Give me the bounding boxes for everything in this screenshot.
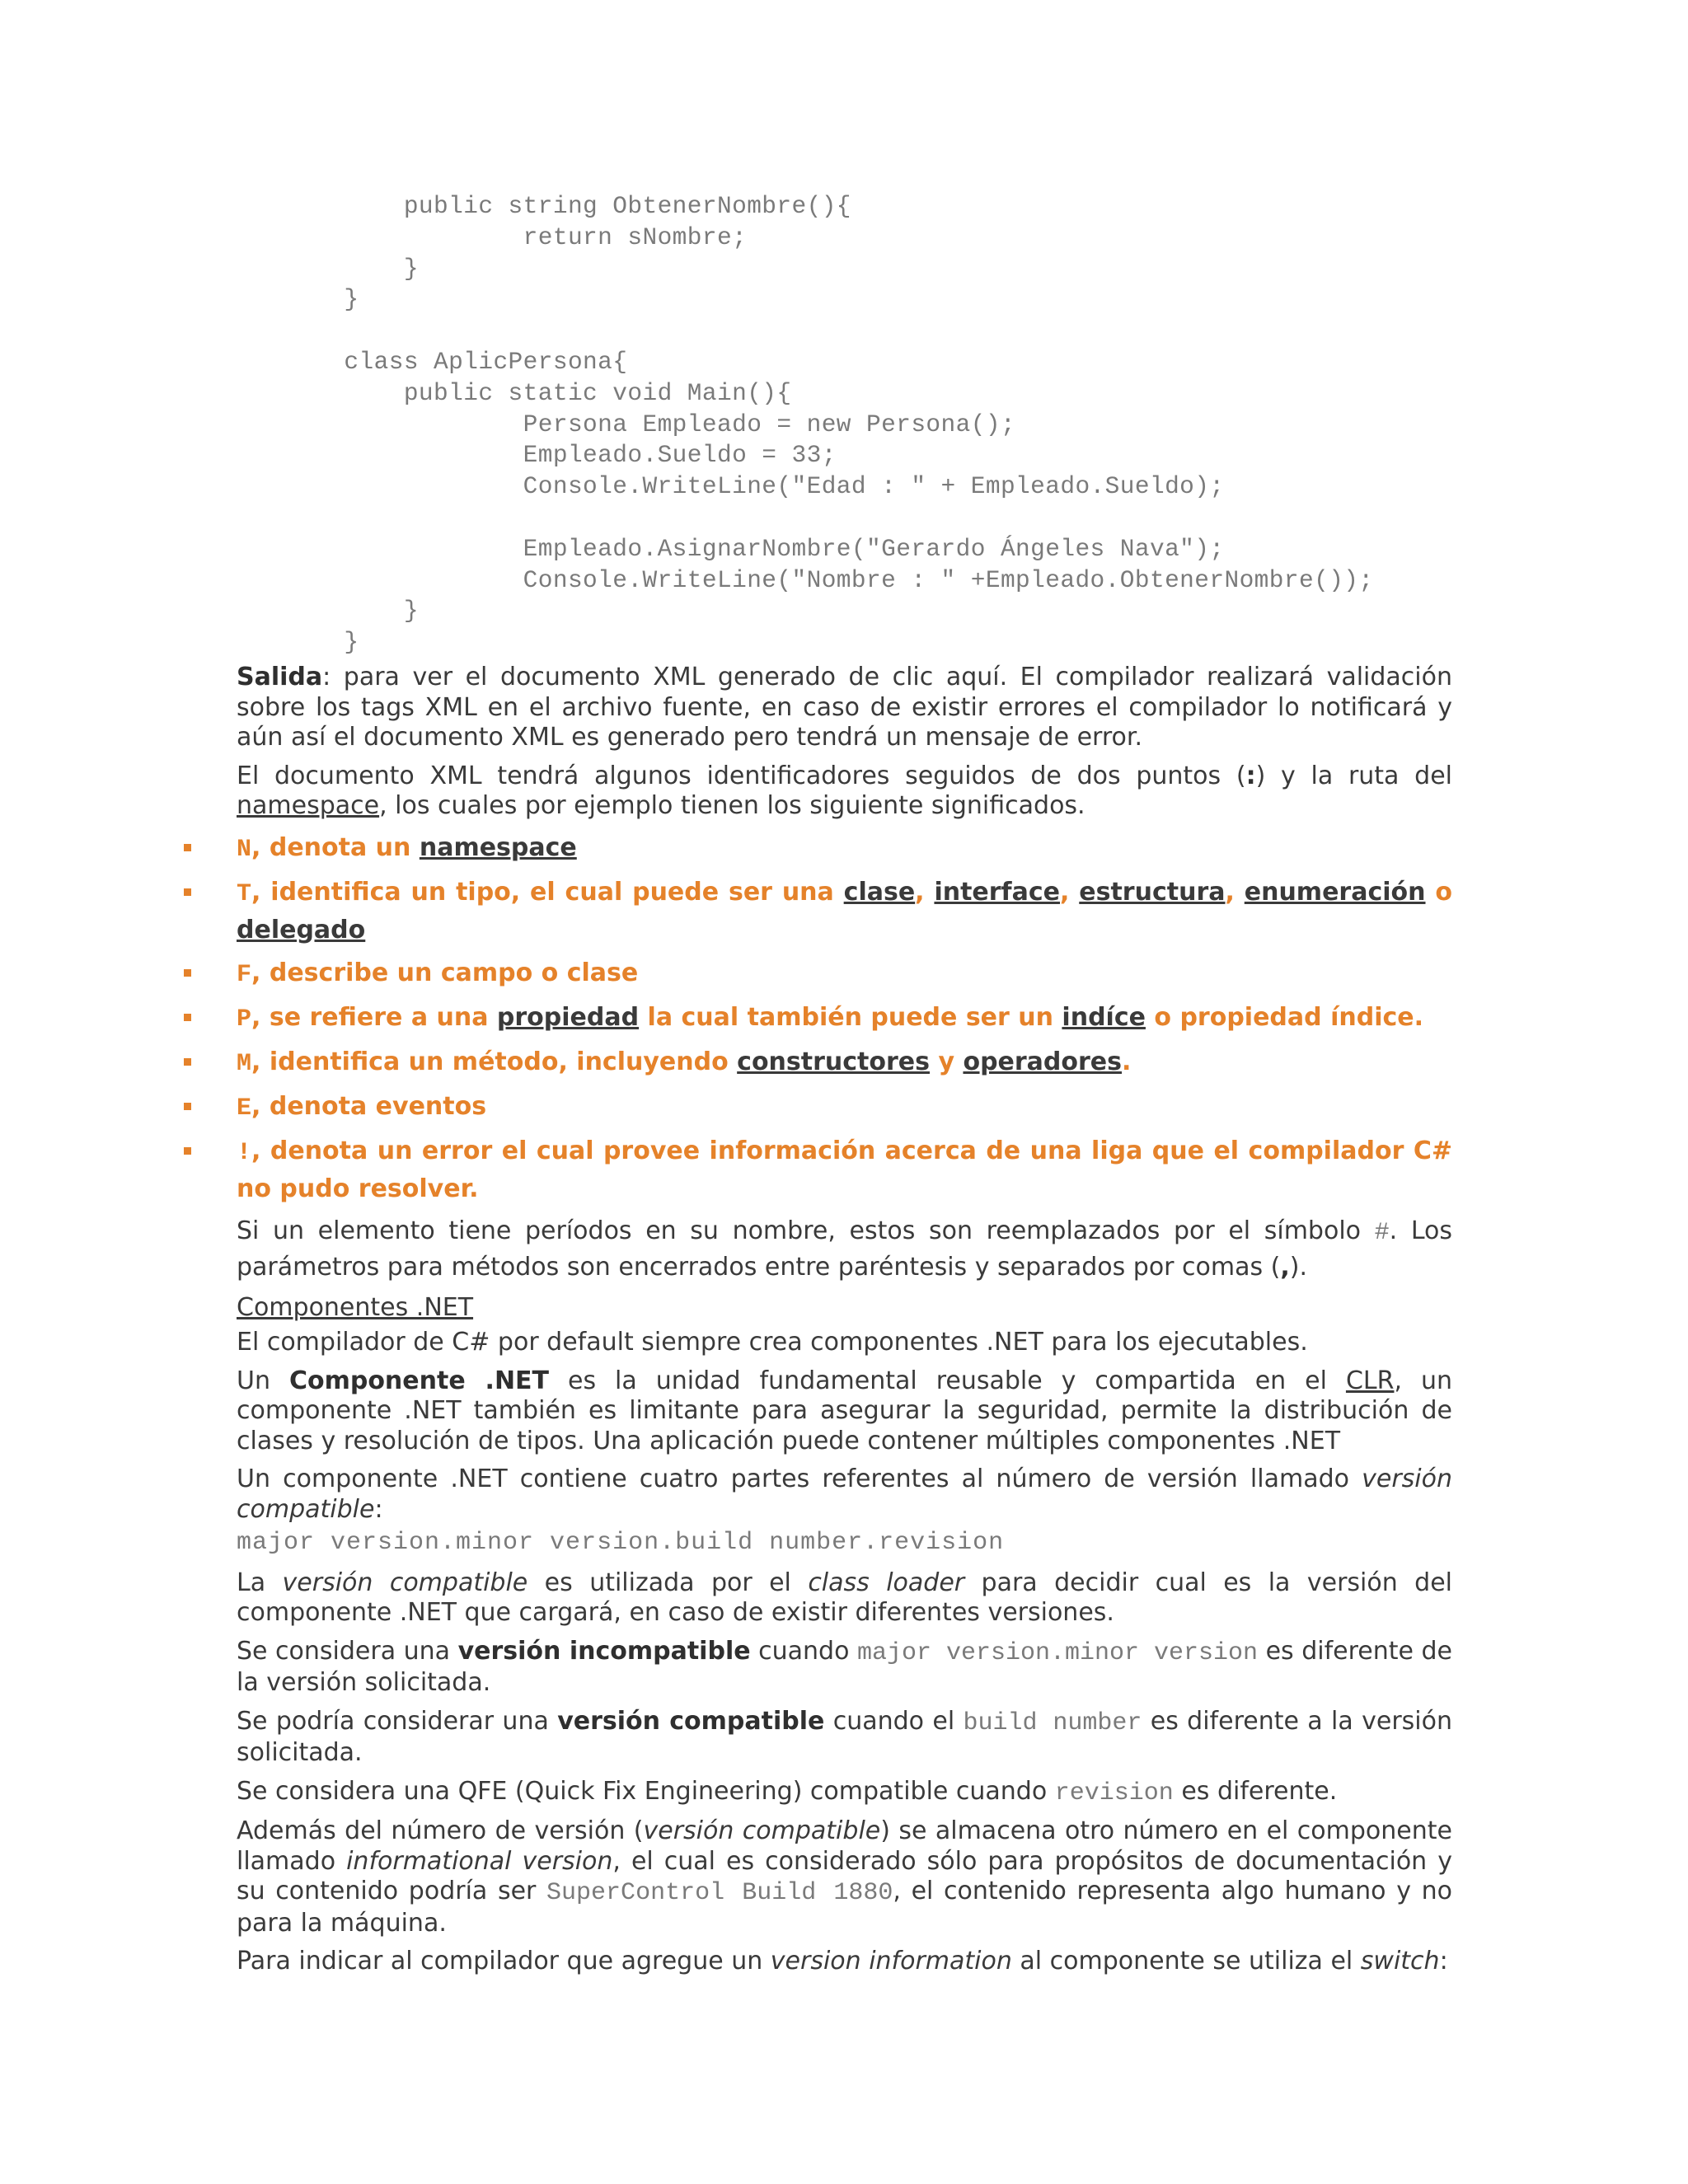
code-line: } [284,285,359,314]
bold-term: versión incompatible [457,1636,751,1666]
code-line: } [284,254,419,283]
code-line: return sNombre; [284,223,748,251]
identifier-text: o propiedad índice. [1145,1002,1423,1032]
componentes-heading-paragraph [237,1293,1452,1324]
cuatro-partes-paragraph [237,1465,1452,1525]
qfe-paragraph [237,1777,1452,1809]
salida-text: : para ver el documento XML generado de clic aquí. El compilador realizará validación sobre los tags XML en el archivo fuente, en caso de existir errores el compilador lo notificará y aún así el documento XML es generado pero tendrá un mensaje de error. [237,663,1452,752]
document-body [237,663,1452,1985]
code-line: Empleado.AsignarNombre("Gerardo Ángeles Nava"); [284,534,1225,563]
paragraph-text: : [374,1494,383,1524]
italic-term: versión compatible [237,1465,1452,1524]
default-paragraph: El compilador de C# por default siempre crea componentes .NET para los ejecutables. [237,1328,1308,1357]
colon-symbol: : [1245,761,1256,790]
code-term: major version.minor version [856,1638,1259,1667]
paragraph-text: La [237,1568,283,1597]
xml-intro-paragraph [237,762,1452,822]
list-item [237,1089,1452,1127]
code-line: public static void Main(){ [284,378,792,407]
xml-intro-text: , los cuales por ejemplo tienen los siguiente significados. [379,791,1085,820]
identifier-text: . [1122,1047,1132,1076]
delegado-link[interactable]: delegado [237,915,366,944]
paragraph-text: Se considera una QFE (Quick Fix Engineering) compatible cuando [237,1776,1055,1806]
paragraph-text: , el contenido representa algo humano y no para la máquina. [237,1877,1452,1938]
paragraph-text: Se considera una [237,1636,458,1666]
paragraph-text: es diferente. [1173,1776,1338,1806]
componentes-heading-link[interactable]: Componentes .NET [237,1292,474,1322]
code-line: Empleado.Sueldo = 33; [284,441,837,470]
namespace-link[interactable]: namespace [419,832,577,862]
paragraph-text: : [1439,1947,1448,1975]
constructores-link[interactable]: constructores [737,1047,930,1076]
interface-link[interactable]: interface [934,877,1060,907]
separator: , [915,877,935,907]
identifier-key: F [237,960,252,989]
paragraph-text: es diferente de la versión solicitada. [237,1636,1453,1697]
indice-link[interactable]: indíce [1062,1002,1146,1032]
estructura-link[interactable]: estructura [1079,877,1226,907]
code-line: Console.WriteLine("Nombre : " +Empleado.ObtenerNombre()); [284,565,1374,594]
code-block [284,191,1374,658]
paragraph-text: Un componente .NET contiene cuatro partes referentes al número de versión llamado [237,1465,1362,1493]
un-componente-paragraph [237,1366,1452,1457]
bold-term: Componente .NET [288,1366,550,1395]
xml-intro-text: ) y la ruta del [1255,761,1452,790]
salida-paragraph [237,663,1452,753]
italic-term: versión compatible [643,1816,881,1845]
paragraph-text: cuando [750,1636,857,1666]
salida-label: Salida [237,663,323,691]
code-line: public string ObtenerNombre(){ [284,192,851,220]
paragraph-text: es diferente a la versión solicitada. [237,1706,1452,1767]
identifier-text: la cual también puede ser un [639,1002,1062,1032]
separator: , [1060,877,1080,907]
list-item [237,955,1452,993]
italic-term: switch [1360,1947,1440,1975]
xml-intro-text: El documento XML tendrá algunos identificadores seguidos de dos puntos ( [237,761,1246,790]
namespace-link[interactable]: namespace [237,791,380,820]
code-term: SuperControl Build 1880 [546,1879,893,1907]
code-line [284,503,1374,534]
code-line: } [284,597,419,626]
code-line: Console.WriteLine("Edad : " + Empleado.Sueldo); [284,472,1225,501]
identifier-text: , identifica un tipo, el cual puede ser una [251,877,844,907]
paragraph-text: cuando el [824,1706,964,1736]
enumeracion-link[interactable]: enumeración [1244,877,1426,907]
version-format: major version.minor version.build number.revision [237,1529,1005,1557]
switch-paragraph [237,1947,1452,1977]
code-line [284,316,1374,347]
italic-term: informational version [346,1846,613,1876]
informational-paragraph [237,1816,1452,1938]
periods-text: Si un elemento tiene períodos en su nombre, estos son reemplazados por el símbolo [237,1216,1375,1245]
identifier-key: P [237,1005,252,1033]
paragraph-text: ) se almacena otro número en el componente llamado [237,1816,1452,1876]
periods-text: . Los parámetros para métodos son encerrados entre paréntesis y separados por comas ( [237,1216,1452,1282]
paragraph-text: al componente se utiliza el [1011,1947,1361,1975]
identifier-text: , denota eventos [251,1091,487,1121]
identifier-key: M [237,1049,252,1078]
list-item [237,1044,1452,1082]
separator: , [1225,877,1245,907]
identifier-key: E [237,1094,252,1122]
incompatible-paragraph [237,1637,1452,1699]
identifier-text: , denota un error el cual provee información acerca de una liga que el compilador C# no pudo resolver. [237,1136,1452,1203]
list-item [237,830,1452,868]
code-term: revision [1054,1779,1174,1807]
paragraph-text: Un [237,1366,289,1395]
paragraph-text: es utilizada por el [528,1568,809,1597]
paragraph-text: para decidir cual es la versión del componente .NET que cargará, en caso de existir diferentes versiones. [237,1568,1452,1627]
code-line: class AplicPersona{ [284,347,628,376]
compatible-paragraph [237,1707,1452,1769]
bold-term: versión compatible [557,1706,825,1736]
clase-link[interactable]: clase [843,877,916,907]
identifier-text: , identifica un método, incluyendo [251,1047,738,1076]
paragraph-text: es la unidad fundamental reusable y compartida en el [549,1366,1346,1395]
identifier-key: ! [237,1138,252,1167]
paragraph-text: Para indicar al compilador que agregue un [237,1947,771,1975]
code-term: build number [963,1708,1142,1737]
paragraph-text: , el cual es considerado sólo para propósitos de documentación y su contenido podría ser [237,1846,1452,1905]
paragraph-text: , un componente .NET también es limitante para asegurar la seguridad, permite la distribución de clases y resolución de tipos. Una aplicación puede contener múltiples componentes .NET [237,1366,1452,1455]
identifier-text: , se refiere a una [251,1002,497,1032]
periods-paragraph [237,1214,1452,1285]
code-line: Persona Empleado = new Persona(); [284,410,1016,438]
comma-symbol: , [1280,1252,1290,1282]
italic-term: class loader [808,1568,965,1597]
propiedad-link[interactable]: propiedad [496,1002,640,1032]
identifier-list [237,830,1452,1207]
italic-term: version information [770,1947,1012,1975]
class-loader-paragraph [237,1568,1452,1629]
separator: o [1425,877,1452,907]
clr-link[interactable]: CLR [1345,1366,1395,1395]
identifier-text: y [930,1047,964,1076]
list-item [237,1000,1452,1038]
code-line: } [284,628,359,657]
list-item [237,1133,1452,1207]
italic-term: versión compatible [282,1568,528,1597]
identifier-text: , describe un campo o clase [251,958,639,987]
hash-symbol: # [1374,1218,1390,1247]
periods-text: ). [1289,1252,1308,1282]
list-item [237,874,1452,949]
identifier-key: N [237,835,252,864]
paragraph-text: Se podría considerar una [237,1706,558,1736]
operadores-link[interactable]: operadores [963,1047,1123,1076]
identifier-text: , denota un [251,832,420,862]
paragraph-text: Además del número de versión ( [237,1816,644,1845]
identifier-key: T [237,879,252,908]
